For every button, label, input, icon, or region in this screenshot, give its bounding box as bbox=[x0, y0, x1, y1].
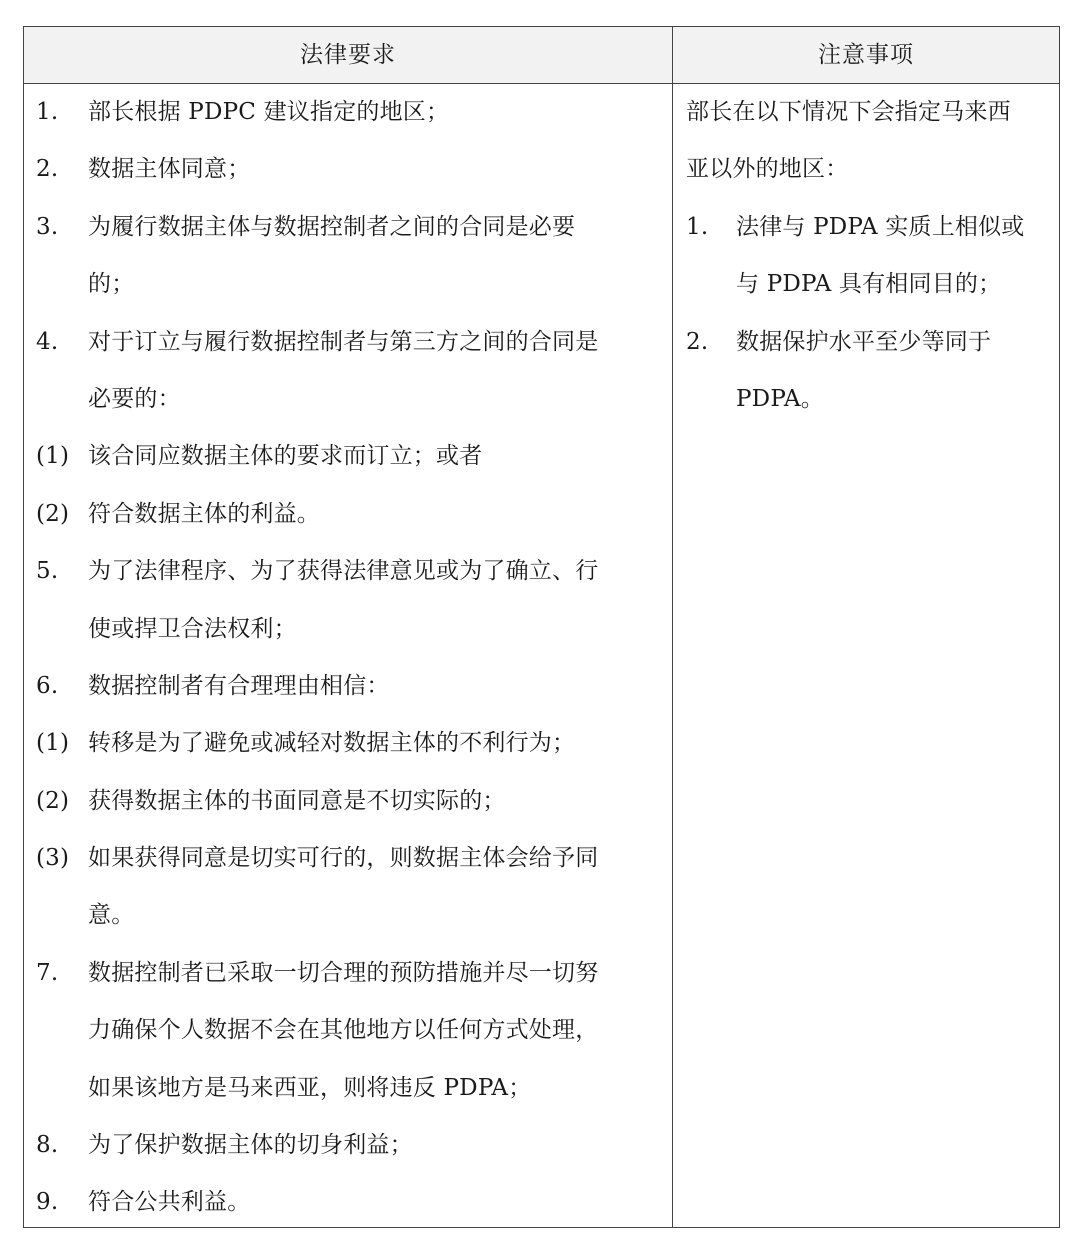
list-item-text: 符合公共利益。 bbox=[88, 1189, 251, 1216]
requirement-line bbox=[36, 887, 662, 944]
list-item-text: 亚以外的地区： bbox=[686, 156, 849, 183]
list-item-number: 1. bbox=[686, 213, 709, 240]
list-item-text: 该合同应数据主体的要求而订立；或者 bbox=[88, 443, 483, 470]
list-item-number: 1. bbox=[36, 99, 59, 125]
table-header-row bbox=[24, 27, 1059, 84]
list-item-text: 意。 bbox=[88, 902, 135, 929]
requirement-line bbox=[36, 199, 662, 256]
notes-column bbox=[686, 84, 1048, 428]
list-item-text: 部长根据 PDPC 建议指定的地区； bbox=[88, 99, 450, 125]
list-item-text: 使或捍卫合法权利； bbox=[88, 615, 297, 642]
list-item-text: 数据控制者已采取一切合理的预防措施并尽一切努 bbox=[88, 959, 599, 986]
list-item-text: 如果获得同意是切实可行的，则数据主体会给予同 bbox=[88, 845, 599, 872]
list-item-text: 获得数据主体的书面同意是不切实际的； bbox=[88, 787, 506, 814]
list-item-number: (1) bbox=[36, 443, 70, 470]
list-item-number: (2) bbox=[36, 787, 70, 814]
requirement-line bbox=[36, 141, 662, 198]
legal-requirements-column bbox=[36, 84, 662, 1232]
requirement-line bbox=[36, 256, 662, 313]
requirement-line bbox=[36, 1117, 662, 1174]
note-line bbox=[686, 141, 1048, 198]
list-item-text: 为了法律程序、为了获得法律意见或为了确立、行 bbox=[88, 558, 599, 585]
list-item-number: 9. bbox=[36, 1189, 59, 1216]
list-item-text: 为履行数据主体与数据控制者之间的合同是必要 bbox=[88, 213, 576, 240]
list-item-number: (1) bbox=[36, 730, 70, 757]
list-item-number: 4. bbox=[36, 328, 59, 355]
requirement-line bbox=[36, 543, 662, 600]
requirement-line bbox=[36, 314, 662, 371]
list-item-text: 转移是为了避免或减轻对数据主体的不利行为； bbox=[88, 730, 576, 757]
list-item-text: 与 PDPA 具有相同目的； bbox=[736, 271, 1002, 298]
list-item-text: 力确保个人数据不会在其他地方以任何方式处理， bbox=[88, 1017, 599, 1044]
list-item-text: PDPA。 bbox=[736, 385, 824, 412]
list-item-number: 2. bbox=[36, 156, 59, 183]
list-item-number: (3) bbox=[36, 845, 70, 872]
requirement-line bbox=[36, 1060, 662, 1117]
list-item-text: 数据控制者有合理理由相信： bbox=[88, 672, 390, 699]
requirement-line bbox=[36, 428, 662, 485]
header-legal-requirements: 法律要求 bbox=[300, 42, 396, 68]
requirements-table bbox=[23, 26, 1060, 1228]
header-notes: 注意事项 bbox=[818, 42, 914, 68]
list-item-text: 必要的： bbox=[88, 385, 181, 412]
note-line bbox=[686, 314, 1048, 371]
table-body bbox=[24, 84, 1059, 1227]
requirement-line bbox=[36, 486, 662, 543]
list-item-number: 5. bbox=[36, 558, 59, 585]
requirement-line bbox=[36, 658, 662, 715]
requirement-line bbox=[36, 84, 662, 141]
list-item-text: 数据主体同意； bbox=[88, 156, 251, 183]
list-item-text: 对于订立与履行数据控制者与第三方之间的合同是 bbox=[88, 328, 599, 355]
requirement-line bbox=[36, 945, 662, 1002]
note-line bbox=[686, 371, 1048, 428]
list-item-number: 6. bbox=[36, 672, 59, 699]
list-item-text: 法律与 PDPA 实质上相似或 bbox=[736, 213, 1025, 240]
requirement-line bbox=[36, 371, 662, 428]
requirement-line bbox=[36, 1002, 662, 1059]
requirement-line bbox=[36, 773, 662, 830]
requirement-line bbox=[36, 601, 662, 658]
requirement-line bbox=[36, 1174, 662, 1231]
note-line bbox=[686, 84, 1048, 141]
list-item-number: 3. bbox=[36, 213, 59, 240]
note-line bbox=[686, 199, 1048, 256]
list-item-text: 符合数据主体的利益。 bbox=[88, 500, 320, 527]
note-line bbox=[686, 256, 1048, 313]
list-item-number: 7. bbox=[36, 959, 59, 986]
list-item-text: 数据保护水平至少等同于 bbox=[736, 328, 992, 355]
list-item-text: 如果该地方是马来西亚，则将违反 PDPA； bbox=[88, 1074, 532, 1101]
list-item-text: 部长在以下情况下会指定马来西 bbox=[686, 99, 1011, 125]
list-item-text: 的； bbox=[88, 271, 135, 298]
list-item-text: 为了保护数据主体的切身利益； bbox=[88, 1132, 413, 1159]
requirement-line bbox=[36, 715, 662, 772]
list-item-number: 8. bbox=[36, 1132, 59, 1159]
list-item-number: (2) bbox=[36, 500, 70, 527]
list-item-number: 2. bbox=[686, 328, 709, 355]
requirement-line bbox=[36, 830, 662, 887]
